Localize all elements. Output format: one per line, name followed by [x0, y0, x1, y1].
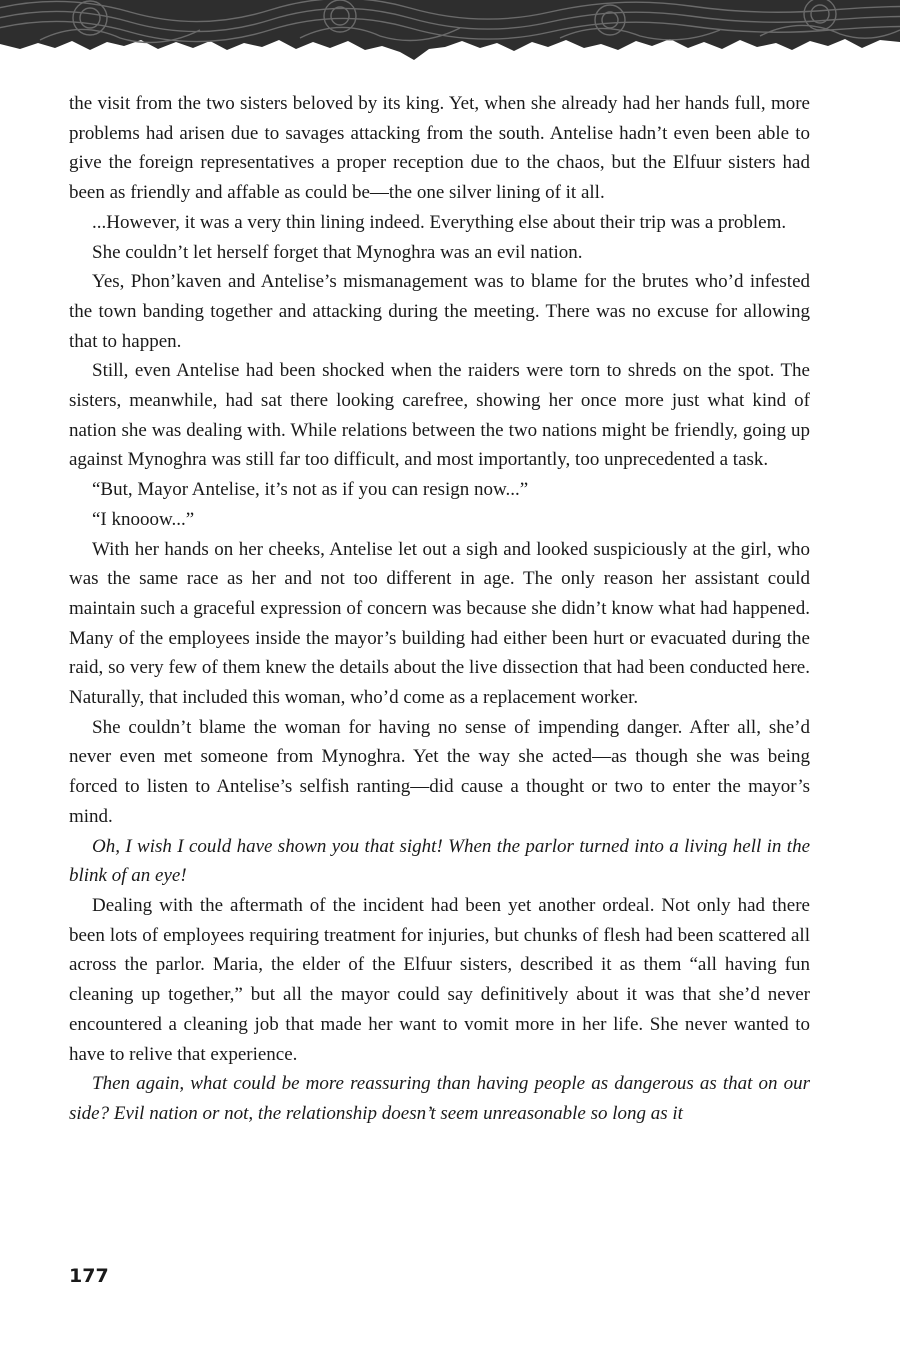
dialogue-line: “I knooow...”: [92, 508, 195, 530]
paragraph: Still, even Antelise had been shocked when the raiders were torn to shreds on the spot. The sisters, meanwhile, had sat there looking carefree, showing her once more just what kind of nation she was dealing with. While relations between the two nations might be friendly, going up against Mynoghra was still far too difficult, and most importantly, too unprecedented a task.: [69, 360, 810, 471]
page-body: [69, 89, 810, 1129]
paragraph: ...However, it was a very thin lining indeed. Everything else about their trip was a problem.: [92, 211, 787, 233]
torn-paper-header: [0, 0, 900, 80]
paragraph: She couldn’t blame the woman for having no sense of impending danger. After all, she’d never even met someone from Mynoghra. Yet the way she acted—as though she was being forced to listen to Antelise’s selfish ranting—did cause a thought or two to enter the mayor’s mind.: [69, 716, 810, 827]
inner-thought: Oh, I wish I could have shown you that sight! When the parlor turned into a living hell in the blink of an eye!: [69, 835, 810, 887]
paragraph: She couldn’t let herself forget that Mynoghra was an evil nation.: [92, 241, 583, 263]
dialogue-line: “But, Mayor Antelise, it’s not as if you can resign now...”: [92, 479, 529, 501]
paragraph: With her hands on her cheeks, Antelise let out a sigh and looked suspiciously at the girl, who was the same race as her and not too different in age. The only reason her assistant could maintain such a graceful expression of concern was because she didn’t know what had happened. Many of the employees inside the mayor’s building had either been hurt or evacuated during the raid, so very few of them knew the details about the live dissection that had been conducted here. Naturally, that included this woman, who’d come as a replacement worker.: [69, 538, 810, 709]
page-number: 177: [69, 1265, 109, 1287]
paragraph: Yes, Phon’kaven and Antelise’s mismanagement was to blame for the brutes who’d infested the town banding together and attacking during the meeting. There was no excuse for allowing that to happen.: [69, 271, 810, 352]
inner-thought: Then again, what could be more reassuring than having people as dangerous as that on our side? Evil nation or not, the relationship doesn’t seem unreasonable so long as it: [69, 1073, 810, 1124]
paragraph: Dealing with the aftermath of the incident had been yet another ordeal. Not only had there been lots of employees requiring treatment for injuries, but chunks of flesh had been scattered all across the parlor. Maria, the elder of the Elfuur sisters, described it as them “all having fun cleaning up together,” but all the mayor could say definitively about it was that she’d never encountered a cleaning job that made her want to vomit more in her life. She never wanted to have to relive that experience.: [69, 894, 810, 1065]
paragraph: the visit from the two sisters beloved by its king. Yet, when she already had her hands full, more problems had arisen due to savages attacking from the south. Antelise hadn’t even been able to give the foreign representatives a proper reception due to the chaos, but the Elfuur sisters had been as friendly and affable as could be—the one silver lining of it all.: [69, 93, 810, 204]
